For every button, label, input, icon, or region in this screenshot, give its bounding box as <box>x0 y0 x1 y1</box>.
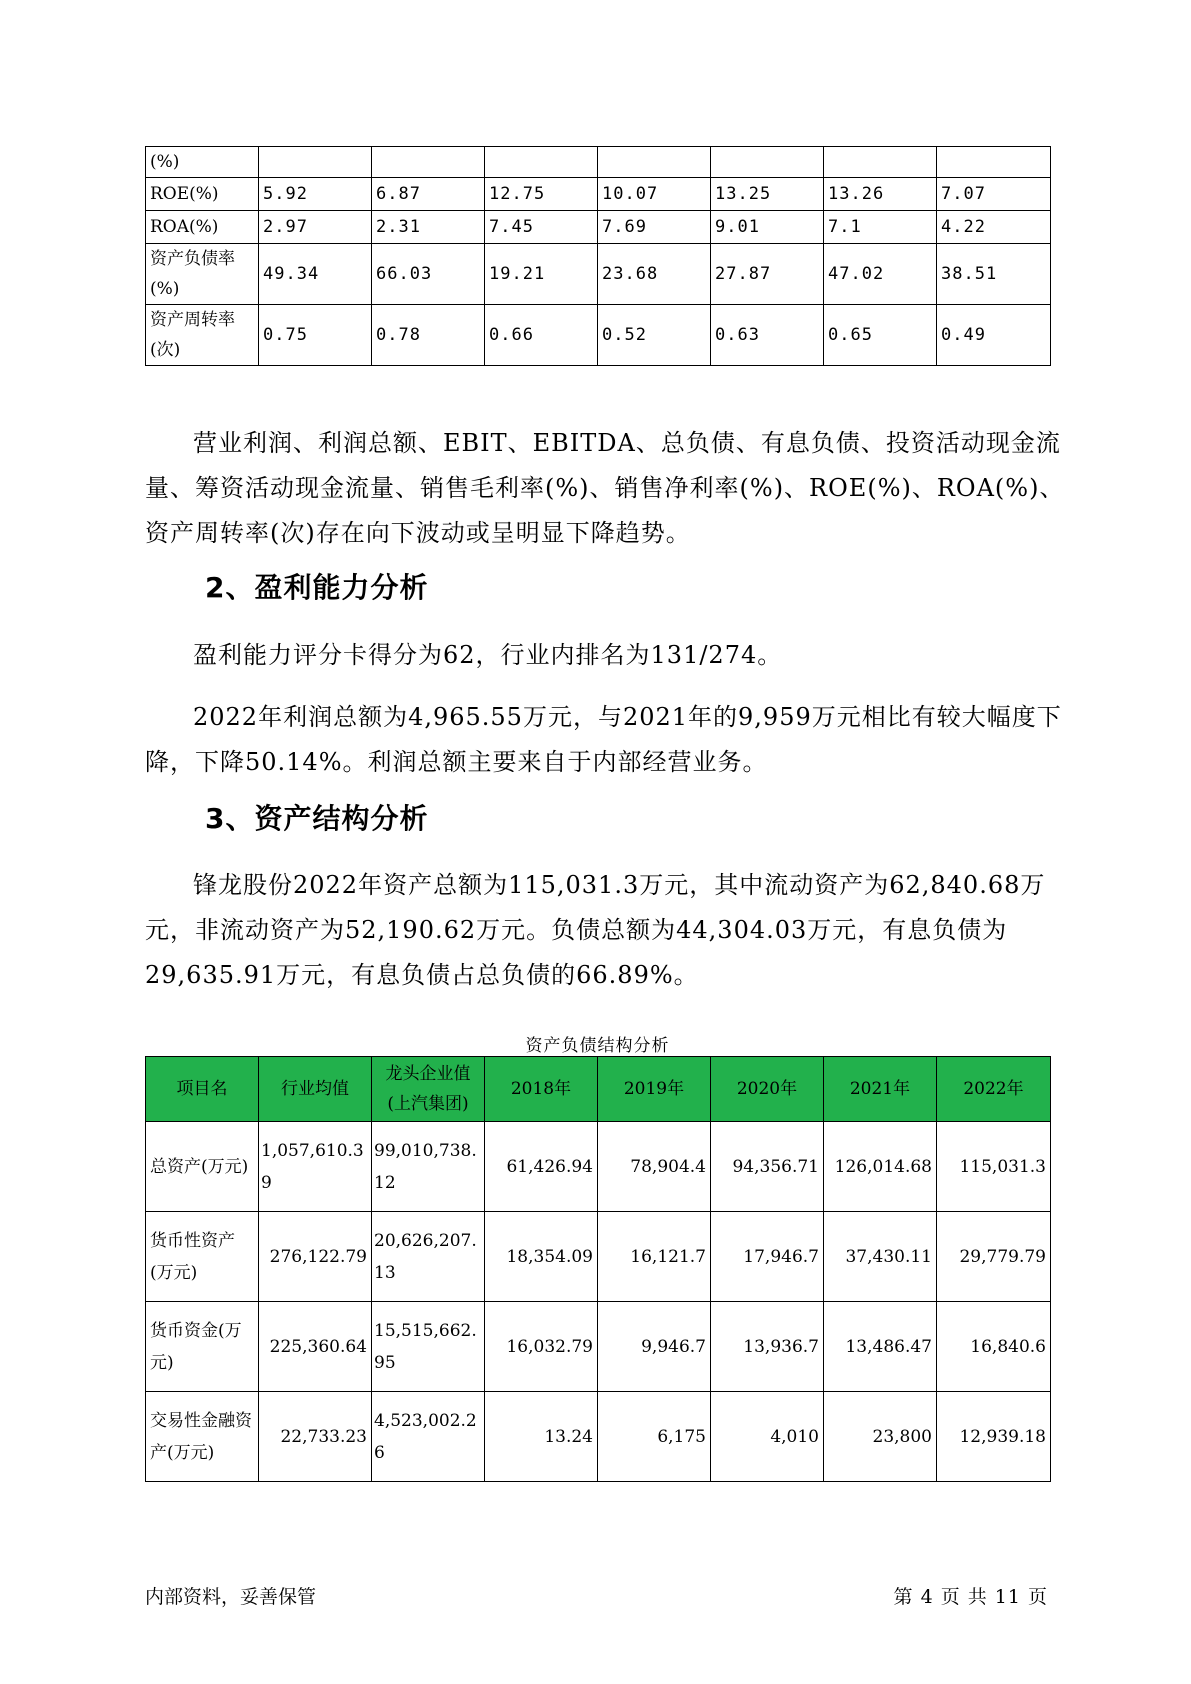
row-label: ROE(%) <box>146 178 259 211</box>
table-cell: 23.68 <box>598 244 711 305</box>
table-cell: 61,426.94 <box>485 1122 598 1212</box>
header-cell: 2020年 <box>711 1057 824 1122</box>
table-row <box>146 244 1051 305</box>
table-header-row <box>146 1057 1051 1122</box>
row-label: (%) <box>146 147 259 178</box>
table-cell: 1,057,610.39 <box>259 1122 372 1212</box>
table-cell: 23,800 <box>824 1392 937 1482</box>
table-row <box>146 1392 1051 1482</box>
table-cell: 16,032.79 <box>485 1302 598 1392</box>
table-cell: 0.52 <box>598 305 711 366</box>
table-cell: 66.03 <box>372 244 485 305</box>
section2-paragraph-1: 盈利能力评分卡得分为62，行业内排名为131/274。 <box>193 641 783 669</box>
row-label: 交易性金融资产(万元) <box>146 1392 259 1482</box>
table-row <box>146 1302 1051 1392</box>
table-cell: 15,515,662.95 <box>372 1302 485 1392</box>
table-cell: 2.97 <box>259 211 372 244</box>
table-cell: 0.75 <box>259 305 372 366</box>
table-cell: 126,014.68 <box>824 1122 937 1212</box>
section2-heading: 2、盈利能力分析 <box>205 571 429 604</box>
table-cell: 6.87 <box>372 178 485 211</box>
ratio-table <box>145 146 1051 366</box>
table-cell: 12,939.18 <box>937 1392 1051 1482</box>
table-cell: 13.25 <box>711 178 824 211</box>
table-row <box>146 147 1051 178</box>
row-label: ROA(%) <box>146 211 259 244</box>
table-cell: 78,904.4 <box>598 1122 711 1212</box>
table-row <box>146 305 1051 366</box>
table-cell: 0.65 <box>824 305 937 366</box>
header-cell: 项目名 <box>146 1057 259 1122</box>
table-cell: 13,486.47 <box>824 1302 937 1392</box>
table-cell: 13,936.7 <box>711 1302 824 1392</box>
table-row <box>146 1122 1051 1212</box>
header-cell: 2021年 <box>824 1057 937 1122</box>
table-cell <box>711 147 824 178</box>
table-cell: 37,430.11 <box>824 1212 937 1302</box>
table-cell: 17,946.7 <box>711 1212 824 1302</box>
table-cell: 7.45 <box>485 211 598 244</box>
table-row <box>146 1212 1051 1302</box>
table-cell: 0.78 <box>372 305 485 366</box>
table-cell: 6,175 <box>598 1392 711 1482</box>
table-cell: 4,010 <box>711 1392 824 1482</box>
table-cell: 115,031.3 <box>937 1122 1051 1212</box>
header-cell: 龙头企业值(上汽集团) <box>372 1057 485 1122</box>
table-cell: 276,122.79 <box>259 1212 372 1302</box>
structure-table <box>145 1056 1051 1482</box>
row-label: 货币资金(万元) <box>146 1302 259 1392</box>
table-cell: 38.51 <box>937 244 1051 305</box>
table-cell <box>372 147 485 178</box>
row-label: 资产负债率(%) <box>146 244 259 305</box>
table-cell: 13.26 <box>824 178 937 211</box>
table-cell: 22,733.23 <box>259 1392 372 1482</box>
table-cell <box>824 147 937 178</box>
table-cell: 7.1 <box>824 211 937 244</box>
section3-paragraph-1: 锋龙股份2022年资产总额为115,031.3万元，其中流动资产为62,840.68万元，非流动资产为52,190.62万元。负债总额为44,304.03万元，有息负债为29,635.91万元，有息负债占总负债的66.89%。 <box>145 871 1046 989</box>
table-cell: 7.07 <box>937 178 1051 211</box>
table-cell: 0.49 <box>937 305 1051 366</box>
table-cell: 5.92 <box>259 178 372 211</box>
table-cell: 2.31 <box>372 211 485 244</box>
section2-paragraph-2: 2022年利润总额为4,965.55万元，与2021年的9,959万元相比有较大幅度下降，下降50.14%。利润总额主要来自于内部经营业务。 <box>145 703 1062 776</box>
section3-heading: 3、资产结构分析 <box>205 802 429 835</box>
table-cell: 99,010,738.12 <box>372 1122 485 1212</box>
table-cell <box>259 147 372 178</box>
row-label: 总资产(万元) <box>146 1122 259 1212</box>
table-cell: 29,779.79 <box>937 1212 1051 1302</box>
footer-page-number: 第 4 页 共 11 页 <box>893 1586 1048 1608</box>
table-cell: 20,626,207.13 <box>372 1212 485 1302</box>
table-cell: 10.07 <box>598 178 711 211</box>
table-cell: 13.24 <box>485 1392 598 1482</box>
row-label: 货币性资产(万元) <box>146 1212 259 1302</box>
table-cell: 4,523,002.26 <box>372 1392 485 1482</box>
table-cell <box>485 147 598 178</box>
table-cell: 16,840.6 <box>937 1302 1051 1392</box>
header-cell: 2019年 <box>598 1057 711 1122</box>
row-label: 资产周转率(次) <box>146 305 259 366</box>
table-cell: 9,946.7 <box>598 1302 711 1392</box>
table-cell: 19.21 <box>485 244 598 305</box>
table-cell: 7.69 <box>598 211 711 244</box>
table-cell: 12.75 <box>485 178 598 211</box>
table-cell: 47.02 <box>824 244 937 305</box>
table-cell: 9.01 <box>711 211 824 244</box>
table-cell: 0.66 <box>485 305 598 366</box>
table-cell: 225,360.64 <box>259 1302 372 1392</box>
table-cell: 27.87 <box>711 244 824 305</box>
table-cell: 94,356.71 <box>711 1122 824 1212</box>
table-cell <box>598 147 711 178</box>
table-row <box>146 178 1051 211</box>
table-row <box>146 211 1051 244</box>
header-cell: 2022年 <box>937 1057 1051 1122</box>
trend-paragraph: 营业利润、利润总额、EBIT、EBITDA、总负债、有息负债、投资活动现金流量、筹资活动现金流量、销售毛利率(%)、销售净利率(%)、ROE(%)、ROA(%)、资产周转率(次)存在向下波动或呈明显下降趋势。 <box>145 429 1065 547</box>
table-cell: 4.22 <box>937 211 1051 244</box>
table-cell: 0.63 <box>711 305 824 366</box>
table-caption: 资产负债结构分析 <box>525 1036 670 1056</box>
header-cell: 行业均值 <box>259 1057 372 1122</box>
header-cell: 2018年 <box>485 1057 598 1122</box>
table-cell: 16,121.7 <box>598 1212 711 1302</box>
footer-confidential: 内部资料，妥善保管 <box>145 1586 317 1608</box>
table-cell: 18,354.09 <box>485 1212 598 1302</box>
table-cell <box>937 147 1051 178</box>
table-cell: 49.34 <box>259 244 372 305</box>
